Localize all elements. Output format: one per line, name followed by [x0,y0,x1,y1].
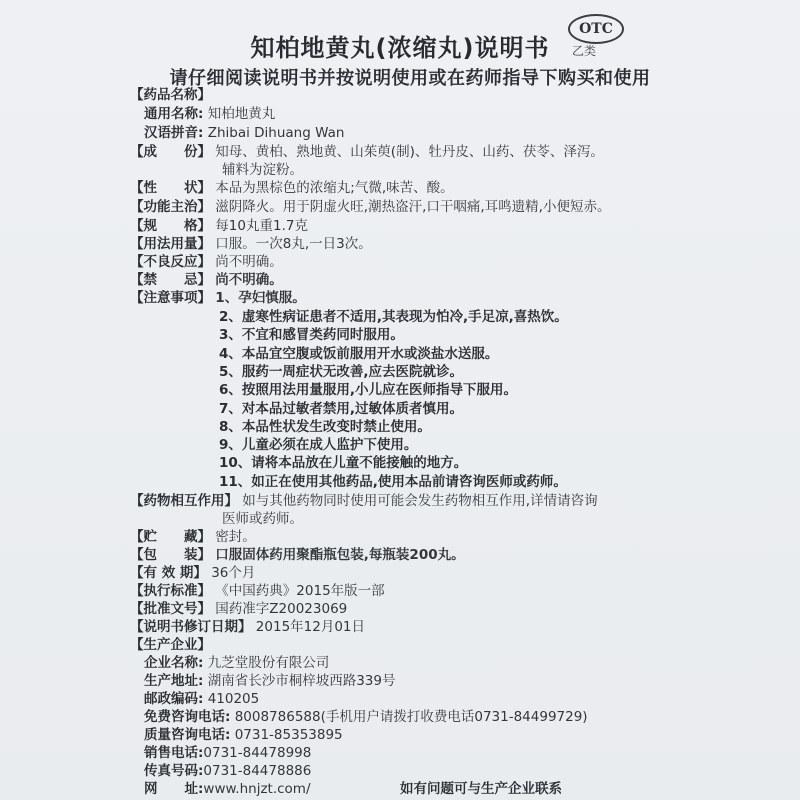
contact-note: 如有问题可与生产企业联系 [400,781,562,797]
indications-row [130,197,690,217]
fax-value: 0731-84478886 [203,763,312,779]
notes-label: 【注意事项】 [130,290,211,306]
spec-value: 每10丸重1.7克 [215,218,308,234]
approval-value: 国药准字Z20023069 [215,601,348,617]
web-label: 网 址: [144,781,204,797]
postcode-label: 邮政编码: [144,691,204,707]
appearance-label: 【性 状】 [130,180,211,196]
company-address-label: 生产地址: [144,673,204,689]
pinyin-value: Zhibai Dihuang Wan [207,125,345,141]
sales-row [144,743,704,763]
drug-name-heading [130,85,690,105]
fax-label: 传真号码: [144,763,204,779]
validity-label: 【有 效 期】 [130,565,207,581]
interaction-value: 如与其他药物同时使用可能会发生药物相互作用,详情请咨询 [242,493,598,509]
company-name-label: 企业名称: [144,655,204,671]
storage-row [130,527,690,547]
ingredients-row [130,142,690,162]
interaction-value-2: 医师或药师。 [222,511,303,527]
standard-row [130,581,690,601]
package-label: 【包 装】 [130,547,211,563]
standard-label: 【执行标准】 [130,583,211,599]
note-item: 2、虚寒性病证患者不适用,其表现为怕冷,手足凉,喜热饮。 [219,309,568,325]
note-item: 7、对本品过敏者禁用,过敏体质者慎用。 [219,400,464,417]
note-item: 10、请将本品放在儿童不能接触的地方。 [219,455,468,472]
quality-label: 质量咨询电话: [144,727,231,743]
dosage-label: 【用法用量】 [130,236,211,252]
quality-value: 0731-85353895 [234,727,343,743]
web-value[interactable]: www.hnjzt.com/ [203,781,311,797]
note-item: 9、儿童必须在成人监护下使用。 [219,437,418,454]
pinyin-row [144,123,704,143]
hotline-label: 免费咨询电话: [144,709,231,725]
ingredients-value-2: 辅料为淀粉。 [222,162,303,178]
ingredients-label: 【成 份】 [130,144,211,160]
indications-label: 【功能主治】 [130,199,211,215]
ingredients-row-2 [222,160,782,180]
validity-value: 36个月 [211,565,256,581]
note-item: 11、如正在使用其他药品,使用本品前请咨询医师或药师。 [219,473,567,490]
quality-row [144,725,704,745]
contraindications-value: 尚不明确。 [215,272,283,288]
contraindications-label: 【禁 忌】 [130,272,211,288]
validity-row [130,563,690,583]
otc-class-label: 乙类 [572,44,597,58]
standard-value: 《中国药典》2015年版一部 [215,583,385,599]
revision-label: 【说明书修订日期】 [130,619,252,635]
common-name-value: 知柏地黄丸 [207,106,276,122]
note-item: 5、服药一周症状无改善,应去医院就诊。 [219,363,464,380]
approval-label: 【批准文号】 [130,601,211,617]
note-item: 1、孕妇慎服。 [215,290,306,306]
storage-value: 密封。 [215,529,256,545]
note-item: 4、本品宜空腹或饭前服用开水或淡盐水送服。 [219,345,499,362]
ingredients-value: 知母、黄柏、熟地黄、山茱萸(制)、牡丹皮、山药、茯苓、泽泻。 [215,144,604,160]
dosage-value: 口服。一次8丸,一日3次。 [215,236,372,252]
company-heading [130,635,690,655]
sales-label: 销售电话: [144,745,204,761]
indications-value: 滋阴降火。用于阴虚火旺,潮热盗汗,口干咽痛,耳鸣遗精,小便短赤。 [215,199,611,215]
revision-row [130,617,690,637]
note-item: 8、本品性状发生改变时禁止使用。 [219,418,431,435]
drug-name-heading-label: 【药品名称】 [130,87,211,103]
appearance-value: 本品为黑棕色的浓缩丸;气微,味苦、酸。 [215,180,454,196]
spec-row [130,216,690,236]
approval-row [130,599,690,619]
leaflet-subtitle: 请仔细阅读说明书并按说明使用或在药师指导下购买和使用 [169,68,651,89]
leaflet-title: 知柏地黄丸(浓缩丸)说明书 [250,34,550,62]
company-heading-label: 【生产企业】 [130,637,211,653]
common-name-label: 通用名称: [144,106,204,122]
otc-badge: OTC [568,14,624,44]
package-row [130,545,690,565]
revision-value: 2015年12月01日 [255,619,366,635]
note-item: 6、按照用法用量服用,小儿应在医师指导下服用。 [219,382,518,399]
storage-label: 【贮 藏】 [130,529,211,545]
package-value: 口服固体药用聚酯瓶包装,每瓶装200丸。 [215,547,465,563]
adverse-label: 【不良反应】 [130,254,211,270]
fax-row [144,761,704,781]
pinyin-label: 汉语拼音: [144,125,204,141]
postcode-row [144,689,704,709]
interaction-row-2 [222,509,782,529]
company-address-row [144,671,704,691]
appearance-row [130,178,690,198]
interaction-row [130,491,690,511]
adverse-value: 尚不明确。 [215,254,283,270]
adverse-row [130,252,690,272]
company-name-row [144,653,704,673]
dosage-row [130,234,690,254]
company-name-value: 九芝堂股份有限公司 [207,655,330,671]
hotline-value: 8008786588(手机用户请拨打收费电话0731-84499729) [234,709,588,725]
note-item: 3、不宜和感冒类药同时服用。 [219,327,404,344]
interaction-label: 【药物相互作用】 [130,493,238,509]
common-name-row [144,104,704,124]
spec-label: 【规 格】 [130,218,211,234]
hotline-row [144,707,704,727]
notes-row [130,288,690,308]
contraindications-row [130,270,690,290]
sales-value: 0731-84478998 [203,745,312,761]
postcode-value: 410205 [207,691,260,707]
company-address-value: 湖南省长沙市桐梓坡西路339号 [207,673,396,689]
